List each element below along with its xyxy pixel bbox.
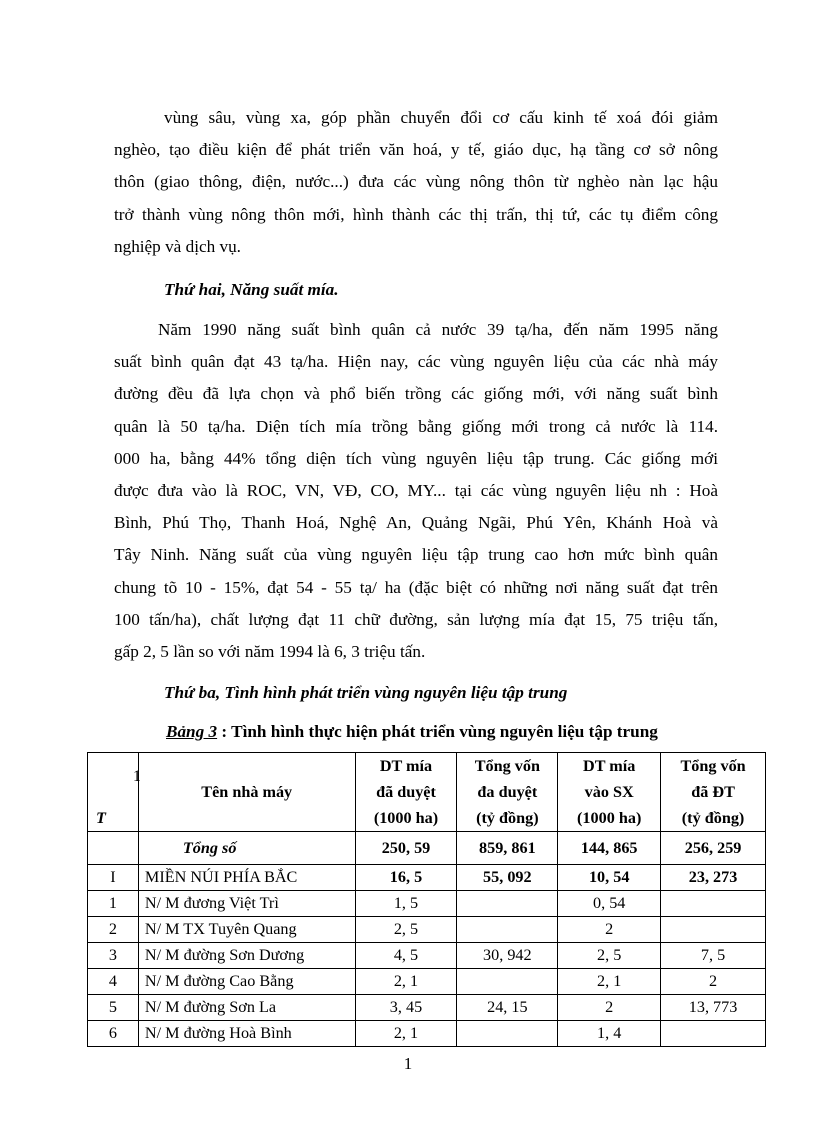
header-col1-line: DT mía: [379, 757, 433, 775]
paragraph-line: gấp 2, 5 lần so với năm 1994 là 6, 3 triệu tấn.: [114, 642, 426, 662]
header-tt-label: T: [96, 809, 106, 827]
paragraph-line: 100 tấn/ha), chất lượng đạt 11 chữ đường, sản lượng mía đạt 15, 75 triệu tấn,: [114, 609, 718, 629]
table-row: [88, 969, 766, 995]
table-row: [88, 1021, 766, 1047]
row-c2: 55, 092: [457, 865, 558, 891]
row-c4: 13, 773: [661, 995, 766, 1021]
paragraph-line: Năm 1990 năng suất bình quân cả nước 39 tạ/ha, đến năm 1995 năng: [158, 320, 718, 339]
total-c1: 250, 59: [355, 832, 457, 865]
raw-material-table: [87, 752, 766, 1047]
header-col2-line: (tỷ đồng): [476, 809, 539, 827]
row-c2: [457, 917, 558, 943]
header-col3-line: DT mía: [583, 757, 636, 775]
row-name: N/ M đường Hoà Bình: [138, 1021, 355, 1047]
row-tt: 6: [88, 1021, 139, 1047]
row-c3: 0, 54: [558, 891, 661, 917]
row-name: N/ M đương Việt Trì: [138, 891, 355, 917]
row-c3: 2, 1: [558, 969, 661, 995]
row-c4: [661, 891, 766, 917]
paragraph-line: quân là 50 tạ/ha. Diện tích mía trồng bằng giống mới trong cả nước là 114.: [114, 416, 718, 436]
header-name: Tên nhà máy: [138, 753, 355, 832]
row-c3: 1, 4: [558, 1021, 661, 1047]
header-col4-line: đã ĐT: [691, 783, 735, 801]
row-c2: [457, 891, 558, 917]
total-c4: 256, 259: [661, 832, 766, 865]
total-tt: [88, 832, 139, 865]
table-row: [88, 865, 766, 891]
row-c4: 7, 5: [661, 943, 766, 969]
row-c3: 10, 54: [558, 865, 661, 891]
header-col4: [661, 753, 766, 832]
paragraph-intro: [114, 102, 718, 263]
row-name: N/ M TX Tuyên Quang: [138, 917, 355, 943]
row-name: N/ M đường Sơn La: [138, 995, 355, 1021]
header-col2-line: Tổng vốn: [474, 757, 540, 775]
row-c4: [661, 1021, 766, 1047]
row-c2: 30, 942: [457, 943, 558, 969]
table-row: [88, 995, 766, 1021]
row-tt: 5: [88, 995, 139, 1021]
paragraph-line: được đưa vào là ROC, VN, VĐ, CO, MY... tại các vùng nguyên liệu nh : Hoà: [114, 481, 718, 501]
row-c3: 2: [558, 917, 661, 943]
row-c1: 2, 1: [355, 969, 457, 995]
table-caption-label: Bảng 3: [166, 722, 218, 741]
table-row: [88, 943, 766, 969]
header-col2: [457, 753, 558, 832]
table-row: [88, 891, 766, 917]
row-c3: 2: [558, 995, 661, 1021]
row-c4: [661, 917, 766, 943]
paragraph-line: vùng sâu, vùng xa, góp phần chuyển đổi cơ cấu kinh tế xoá đói giảm: [164, 108, 718, 127]
row-tt: 4: [88, 969, 139, 995]
header-col1: [355, 753, 457, 832]
table-caption-text: : Tình hình thực hiện phát triển vùng nguyên liệu tập trung: [217, 722, 658, 741]
row-tt: 1: [88, 891, 139, 917]
paragraph-line: nghiệp và dịch vụ.: [114, 236, 241, 256]
paragraph-line: nghèo, tạo điều kiện để phát triển văn hoá, y tế, giáo dục, hạ tầng cơ sở nông: [114, 140, 718, 160]
row-name: MIỀN NÚI PHÍA BẮC: [138, 865, 355, 891]
row-tt: I: [88, 865, 139, 891]
paragraph-line: suất bình quân đạt 43 tạ/ha. Hiện nay, các vùng nguyên liệu của các nhà máy: [114, 352, 718, 372]
total-c2: 859, 861: [457, 832, 558, 865]
row-c3: 2, 5: [558, 943, 661, 969]
row-tt: 3: [88, 943, 139, 969]
total-c3: 144, 865: [558, 832, 661, 865]
header-col1-line: đã duyệt: [376, 783, 436, 801]
row-c1: 2, 1: [355, 1021, 457, 1047]
table-caption: [166, 722, 658, 742]
row-c1: 3, 45: [355, 995, 457, 1021]
paragraph-line: 000 ha, bằng 44% tổng diện tích vùng nguyên liệu tập trung. Các giống mới: [114, 448, 718, 468]
row-c2: 24, 15: [457, 995, 558, 1021]
row-c4: 23, 273: [661, 865, 766, 891]
header-tt: [88, 753, 139, 832]
total-label: Tổng số: [138, 832, 355, 865]
row-tt: 2: [88, 917, 139, 943]
row-c1: 4, 5: [355, 943, 457, 969]
header-col3: [558, 753, 661, 832]
header-col3-line: vào SX: [584, 783, 634, 801]
header-col4-line: (tỷ đồng): [681, 809, 745, 827]
paragraph-productivity: [114, 314, 718, 668]
table-row: [88, 917, 766, 943]
row-c2: [457, 969, 558, 995]
paragraph-line: Bình, Phú Thọ, Thanh Hoá, Nghệ An, Quảng Ngãi, Phú Yên, Khánh Hoà và: [114, 513, 718, 533]
paragraph-line: thôn (giao thông, điện, nước...) đưa các vùng nông thôn từ nghèo nàn lạc hậu: [114, 172, 718, 192]
row-name: N/ M đường Sơn Dương: [138, 943, 355, 969]
row-c1: 1, 5: [355, 891, 457, 917]
header-tt-mark: 1: [132, 767, 141, 785]
row-name: N/ M đường Cao Bằng: [138, 969, 355, 995]
section-heading-raw-material: Thứ ba, Tình hình phát triển vùng nguyên liệu tập trung: [164, 683, 568, 702]
row-c1: 16, 5: [355, 865, 457, 891]
table-header-row: [88, 753, 766, 832]
paragraph-line: đường đều đã lựa chọn và phổ biến trồng các giống mới, với năng suất bình: [114, 384, 718, 404]
header-col4-line: Tổng vốn: [680, 757, 746, 775]
page-number: 1: [403, 1054, 413, 1073]
paragraph-line: trở thành vùng nông thôn mới, hình thành các thị trấn, thị tứ, các tụ điểm công: [114, 204, 718, 224]
section-heading-productivity: Thứ hai, Năng suất mía.: [164, 280, 339, 299]
paragraph-line: chung tõ 10 - 15%, đạt 54 - 55 tạ/ ha (đặc biệt có những nơi năng suất đạt trên: [114, 577, 718, 597]
paragraph-line: Tây Ninh. Năng suất của vùng nguyên liệu tập trung cao hơn mức bình quân: [114, 545, 718, 565]
header-col3-line: (1000 ha): [577, 809, 642, 827]
row-c1: 2, 5: [355, 917, 457, 943]
row-c2: [457, 1021, 558, 1047]
table-total-row: [88, 832, 766, 865]
header-col2-line: đa duyệt: [477, 783, 538, 801]
row-c4: 2: [661, 969, 766, 995]
header-col1-line: (1000 ha): [373, 809, 439, 827]
